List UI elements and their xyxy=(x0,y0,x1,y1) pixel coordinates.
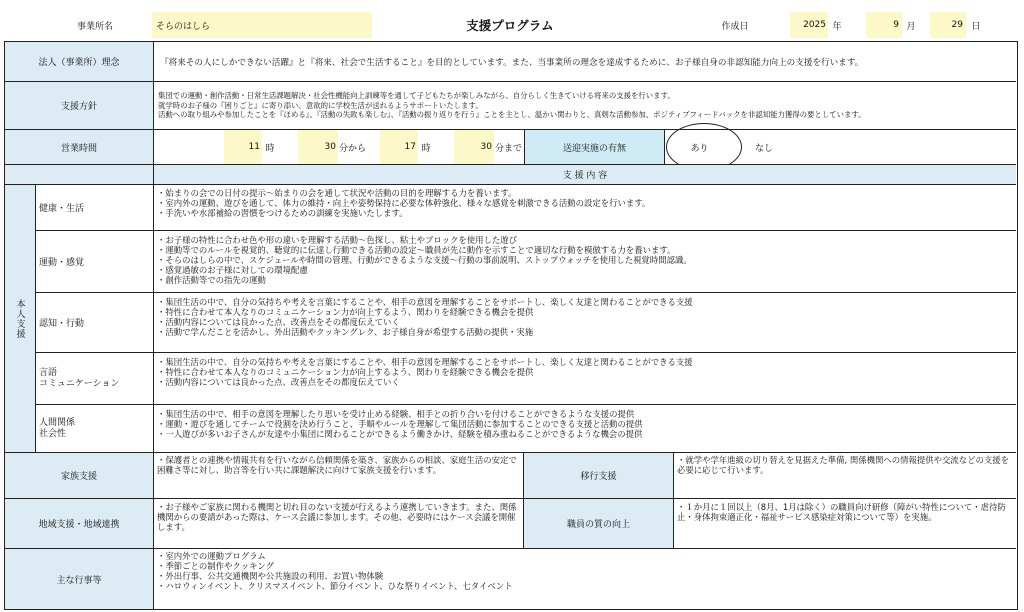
office-name[interactable]: そらのはしら xyxy=(152,12,372,38)
policy-line: 集団での運動・創作活動・日常生活課題解決・社会性機能向上訓練等を通して子どもたちが楽しみながら、自分らしく生きていける将来の支援を行います。 xyxy=(158,91,675,100)
policy-label: 支援方針 xyxy=(5,81,153,129)
content-line: ・季節ごとの制作やクッキング xyxy=(157,561,274,571)
content-line: ・手洗いや水部補給の習慣をつけるための訓練を実施いたします。 xyxy=(157,208,408,218)
page-title: 支援プログラム xyxy=(466,18,554,33)
content-line: ・そらのはしらの中で、スケジュールや時間の管理、行動ができるような支援〜行動の事前説明、ストップウォッチを使用した視覚時間認識。 xyxy=(157,255,692,265)
row-content-cognition xyxy=(153,292,1016,352)
content-line: ・室内外での運動プログラム xyxy=(157,551,266,561)
policy-line: 活動への取り組みや参加したことを『ほめる』、『活動の失敗も楽しむ』、『活動の振り返りを行う』ことを主とし、温かい関わりと、真剣な活動参加、ポジティブフィードバックを非認知能力獲得の要としています。 xyxy=(158,110,866,120)
content-line: ・始まりの会での日付の提示〜始まりの会を通して状況や活動の目的を理解する力を養います。 xyxy=(157,188,517,198)
content-line: ・集団生活の中で、自分の気持ちや考えを言葉にすることや、相手の意図を理解することをサポートし、楽しく友達と関わることができる支援 xyxy=(157,357,693,367)
year-unit: 年 xyxy=(832,21,842,32)
staff-label: 職員の質の向上 xyxy=(523,498,673,548)
staff-text: ・１か月に１回以上（8月、1月は除く）の職員向け研修（障がい特性について・虐待防止・身体拘束適正化・福祉サービス感染症対策について等）を実施。 xyxy=(673,498,1016,548)
transition-text: ・就学や学年進級の切り替えを見据えた準備, 関係機関への情報提供や交流などの支援を必要に応じて行います。 xyxy=(673,452,1016,498)
content-line: ・集団生活の中で、相手の意図を理解したり思いを受け止める経験、相手との折り合いを付けることができるような支援の提供 xyxy=(157,409,635,419)
content-line: ・特性に合わせて本人なりのコミュニケーション力が向上するよう、関わりを経験できる機会を提供 xyxy=(157,307,534,317)
row-content-health xyxy=(153,184,1016,230)
family-text: ・保護者との連携や情報共有を行いながら信頼関係を築き、家族からの相談、家庭生活の安定で困難さ等に対し、助言等を行い共に課題解決に向けて家族支援を行います。 xyxy=(153,452,523,498)
transport-label: 送迎実施の有無 xyxy=(524,130,664,164)
transport-yes[interactable]: あり xyxy=(664,130,734,164)
row-label-motor: 運動・感覚 xyxy=(35,230,153,292)
row-label-health: 健康・生活 xyxy=(35,184,153,230)
hour-unit: 時 xyxy=(265,143,275,154)
row-content-motor xyxy=(153,230,1016,292)
transition-label: 移行支援 xyxy=(523,452,673,498)
policy-text xyxy=(153,81,1016,129)
row-label-social: 人間関係 社会性 xyxy=(35,404,153,452)
policy-line: 就学時のお子様の『困りごと』に寄り添い、意欲的に学校生活が送れるようサポートいたします。 xyxy=(158,100,483,110)
created-label: 作成日 xyxy=(721,21,749,32)
support-header-blank xyxy=(5,164,153,184)
month-field[interactable]: 9 xyxy=(866,12,902,38)
content-line: ・活動内容については良かった点、改善点をその都度伝えていく xyxy=(157,317,400,327)
community-label: 地域支援・地域連携 xyxy=(5,498,153,548)
row-content-social xyxy=(153,404,1016,452)
content-line: ・運動等でのルールを視覚的、聴覚的に伝達し行動できる活動の設定〜職員が先に動作を示すことで適切な行動を模倣する力を養います。 xyxy=(157,245,676,255)
events-label: 主な行事等 xyxy=(5,548,153,609)
community-text: ・お子様やご家族に関わる機関と切れ目のない支援が行えるよう連携していきます。また、関係機関からの要請があった際は、ケース会議に参加します。その他、必要時にはケース会議を開催します。 xyxy=(153,498,523,548)
from-label: 分から xyxy=(339,143,367,154)
program-table xyxy=(4,41,1018,610)
content-line: ・ハロウィンイベント、クリスマスイベント、節分イベント、ひな祭りイベント、七タイベント xyxy=(157,581,513,591)
content-line: ・活動で学んだことを活かし、外出活動やクッキングレク、お子様自身が希望する活動の提供・実施 xyxy=(157,327,534,337)
philosophy-text: 『将来その人にしかできない活躍』と『将来、社会で生活すること』を目的としています。また、当事業所の理念を達成するために、お子様自身の非認知能力向上の支援を行います。 xyxy=(153,42,1016,81)
content-line: ・外出行事、公共交通機関や公共施設の利用、お買い物体験 xyxy=(157,571,384,581)
content-line: ・お子様の特性に合わせ色や形の違いを理解する活動〜色探し、粘土やブロックを使用した遊び xyxy=(157,235,517,245)
row-label-cognition: 認知・行動 xyxy=(35,292,153,352)
year-field[interactable]: 2025 xyxy=(790,12,828,38)
office-label: 事業所名 xyxy=(76,21,113,32)
content-line: ・特性に合わせて本人なりのコミュニケーション力が向上するよう、関わりを経験できる機会を提供 xyxy=(157,367,534,377)
hour-unit: 時 xyxy=(421,143,431,154)
day-field[interactable]: 29 xyxy=(930,12,966,38)
start-hour-field[interactable]: 11 xyxy=(224,130,262,164)
until-label: 分まで xyxy=(495,143,523,154)
support-header: 支 援 内 容 xyxy=(153,164,1016,184)
philosophy-label: 法人（事業所）理念 xyxy=(5,42,153,81)
content-line: ・運動・遊びを通してチームで役割を決め行うこと、手順やルールを理解して集団活動に参加することのできる支援と活動の提供 xyxy=(157,419,643,429)
transport-no[interactable]: なし xyxy=(754,143,773,154)
row-label-language: 言語 コミュニケーション xyxy=(35,352,153,404)
personal-support-label: 本人支援 xyxy=(5,184,35,452)
end-hour-field[interactable]: 17 xyxy=(380,130,418,164)
hours-label: 営業時間 xyxy=(5,129,153,164)
content-line: ・室内外の運動、遊びを通して、体力の維持・向上や姿勢保持に必要な体幹強化、様々な感覚を刺激できる活動の設定を行います。 xyxy=(157,198,651,208)
content-line: ・一人遊びが多いお子さんが友達や小集団に関わることができるよう働きかけ、経験を積み重ねることができるような機会の提供 xyxy=(157,429,643,439)
start-min-field[interactable]: 30 xyxy=(298,130,338,164)
events-content xyxy=(153,548,1016,609)
content-line: ・集団生活の中で、自分の気持ちや考えを言葉にすることや、相手の意図を理解することをサポートし、楽しく友達と関わることができる支援 xyxy=(157,297,693,307)
family-label: 家族支援 xyxy=(5,452,153,498)
row-content-language xyxy=(153,352,1016,404)
hours-row xyxy=(153,129,1016,164)
content-line: ・創作活動等での指先の運動 xyxy=(157,275,266,285)
day-unit: 日 xyxy=(971,21,981,32)
end-min-field[interactable]: 30 xyxy=(454,130,494,164)
content-line: ・感覚過敏のお子様に対しての環境配慮 xyxy=(157,265,308,275)
content-line: ・活動内容については良かった点、改善点をその都度伝えていく xyxy=(157,377,400,387)
month-unit: 月 xyxy=(906,21,916,32)
